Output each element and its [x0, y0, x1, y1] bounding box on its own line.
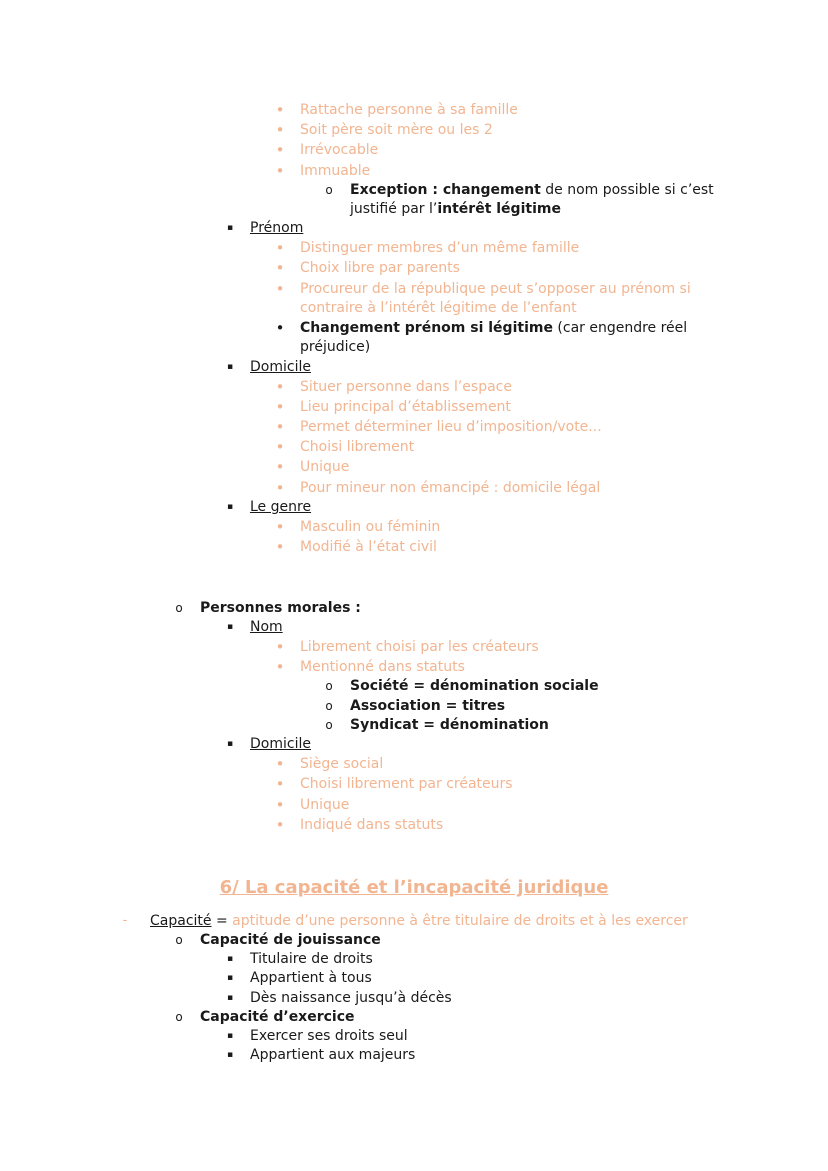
bullet-icon: •	[275, 638, 285, 656]
prenom-heading	[0, 218, 828, 238]
exercice-title: Capacité d’exercice	[200, 1009, 355, 1025]
list-item-text: Lieu principal d’établissement	[300, 399, 511, 415]
exception-text-2	[350, 199, 561, 219]
bullet-icon: •	[275, 775, 285, 793]
list-item-text: Pour mineur non émancipé : domicile légal	[300, 480, 601, 496]
list-item	[0, 417, 828, 437]
list-item	[0, 517, 828, 537]
circle-bullet-icon: o	[175, 601, 183, 615]
list-item-text: Siège social	[300, 756, 384, 772]
exception-justifie: justifié par l’	[350, 201, 438, 217]
list-item	[0, 120, 828, 140]
jouissance-heading	[0, 930, 828, 950]
prenom-title: Prénom	[250, 220, 304, 236]
list-item	[0, 318, 828, 338]
list-item-text: Choix libre par parents	[300, 260, 460, 276]
list-item-text: Modifié à l’état civil	[300, 539, 437, 555]
square-bullet-icon: ▪	[226, 954, 234, 964]
list-item	[0, 1045, 828, 1065]
list-item-text: Choisi librement	[300, 439, 415, 455]
list-item-text: Situer personne dans l’espace	[300, 379, 512, 395]
square-bullet-icon: ▪	[226, 223, 234, 233]
bullet-icon: •	[275, 101, 285, 119]
circle-bullet-icon: o	[325, 699, 333, 713]
capacite-text	[150, 911, 688, 931]
list-item-text: contraire à l’intérêt légitime de l’enfant	[300, 300, 577, 316]
domicile-heading	[0, 357, 828, 377]
list-item-text: Permet déterminer lieu d’imposition/vote...	[300, 419, 602, 435]
bullet-icon: •	[275, 378, 285, 396]
exception-line-2	[0, 199, 828, 219]
morales-title: Personnes morales :	[200, 600, 361, 616]
list-item	[0, 676, 828, 696]
changement-rest: (car engendre réel	[552, 320, 688, 336]
list-item	[0, 774, 828, 794]
list-item-text: Soit père soit mère ou les 2	[300, 122, 493, 138]
circle-bullet-icon: o	[325, 183, 333, 197]
list-item-text: Immuable	[300, 163, 371, 179]
list-item	[0, 715, 828, 735]
exception-line	[0, 180, 828, 200]
square-bullet-icon: ▪	[226, 993, 234, 1003]
square-bullet-icon: ▪	[226, 739, 234, 749]
changement-bold: Changement prénom si légitime	[300, 320, 553, 336]
list-item-text: Procureur de la république peut s’opposer au prénom si	[300, 281, 691, 297]
list-item	[0, 279, 828, 299]
bullet-icon: •	[275, 418, 285, 436]
list-item-text: Unique	[300, 797, 350, 813]
list-item	[0, 815, 828, 835]
square-bullet-icon: ▪	[226, 1031, 234, 1041]
exception-rest: de nom possible si c’est	[540, 182, 714, 198]
exception-interet: intérêt légitime	[437, 201, 561, 217]
list-item-text: Association = titres	[350, 698, 506, 714]
list-item-continued	[0, 337, 828, 357]
genre-title: Le genre	[250, 499, 312, 515]
list-item	[0, 377, 828, 397]
square-bullet-icon: ▪	[226, 1050, 234, 1060]
list-item	[0, 637, 828, 657]
exception-text	[350, 180, 714, 200]
list-item	[0, 478, 828, 498]
circle-bullet-icon: o	[325, 679, 333, 693]
domicile-title: Domicile	[250, 359, 311, 375]
square-bullet-icon: ▪	[226, 502, 234, 512]
circle-bullet-icon: o	[175, 933, 183, 947]
list-item-text: Société = dénomination sociale	[350, 678, 599, 694]
list-item	[0, 100, 828, 120]
list-item-text: préjudice)	[300, 339, 371, 355]
circle-bullet-icon: o	[325, 718, 333, 732]
dash-bullet-icon: -	[122, 913, 128, 928]
list-item	[0, 795, 828, 815]
list-item	[0, 258, 828, 278]
circle-bullet-icon: o	[175, 1010, 183, 1024]
list-item-text: Masculin ou féminin	[300, 519, 441, 535]
capacite-def: aptitude d’une personne à être titulaire de droits et à les exercer	[232, 913, 688, 929]
bullet-icon: •	[275, 121, 285, 139]
list-item	[0, 988, 828, 1008]
square-bullet-icon: ▪	[226, 362, 234, 372]
bullet-icon: •	[275, 438, 285, 456]
list-item	[0, 437, 828, 457]
bullet-icon: •	[275, 280, 285, 298]
list-item-text	[300, 318, 687, 338]
list-item-text: Unique	[300, 459, 350, 475]
exception-label: Exception :	[350, 182, 443, 198]
bullet-icon: •	[275, 755, 285, 773]
list-item-text: Appartient aux majeurs	[250, 1047, 416, 1063]
list-item	[0, 457, 828, 477]
bullet-icon: •	[275, 658, 285, 676]
list-item	[0, 696, 828, 716]
list-item	[0, 754, 828, 774]
bullet-icon: •	[275, 518, 285, 536]
list-item	[0, 397, 828, 417]
bullet-icon: •	[275, 259, 285, 277]
exercice-heading	[0, 1007, 828, 1027]
jouissance-title: Capacité de jouissance	[200, 932, 381, 948]
list-item	[0, 161, 828, 181]
list-item	[0, 238, 828, 258]
section-title: 6/ La capacité et l’incapacité juridique	[219, 877, 609, 898]
list-item-text: Distinguer membres d’un même famille	[300, 240, 580, 256]
list-item-continued	[0, 298, 828, 318]
list-item	[0, 537, 828, 557]
list-item-text: Librement choisi par les créateurs	[300, 639, 539, 655]
bullet-icon: •	[275, 816, 285, 834]
list-item-text: Titulaire de droits	[250, 951, 373, 967]
capacite-definition	[0, 911, 828, 931]
domicile-morales-heading	[0, 734, 828, 754]
list-item-text: Dès naissance jusqu’à décès	[250, 990, 452, 1006]
genre-heading	[0, 497, 828, 517]
list-item	[0, 1026, 828, 1046]
domicile-morales-title: Domicile	[250, 736, 311, 752]
nom-title: Nom	[250, 619, 283, 635]
capacite-term: Capacité	[150, 913, 212, 929]
list-item	[0, 968, 828, 988]
list-item-text: Exercer ses droits seul	[250, 1028, 408, 1044]
bullet-icon: •	[275, 239, 285, 257]
list-item-text: Rattache personne à sa famille	[300, 102, 518, 118]
bullet-icon: •	[275, 319, 285, 337]
bullet-icon: •	[275, 479, 285, 497]
list-item-text: Indiqué dans statuts	[300, 817, 444, 833]
list-item-text: Syndicat = dénomination	[350, 717, 549, 733]
bullet-icon: •	[275, 796, 285, 814]
list-item-text: Appartient à tous	[250, 970, 372, 986]
nom-heading	[0, 617, 828, 637]
bullet-icon: •	[275, 162, 285, 180]
bullet-icon: •	[275, 538, 285, 556]
list-item-text: Choisi librement par créateurs	[300, 776, 513, 792]
list-item-text: Mentionné dans statuts	[300, 659, 465, 675]
list-item	[0, 140, 828, 160]
bullet-icon: •	[275, 398, 285, 416]
list-item	[0, 657, 828, 677]
square-bullet-icon: ▪	[226, 622, 234, 632]
bullet-icon: •	[275, 458, 285, 476]
square-bullet-icon: ▪	[226, 973, 234, 983]
exception-changement: changement	[442, 182, 541, 198]
morales-heading	[0, 598, 828, 618]
bullet-icon: •	[275, 141, 285, 159]
list-item	[0, 949, 828, 969]
capacite-equals: =	[211, 913, 233, 929]
list-item-text: Irrévocable	[300, 142, 379, 158]
